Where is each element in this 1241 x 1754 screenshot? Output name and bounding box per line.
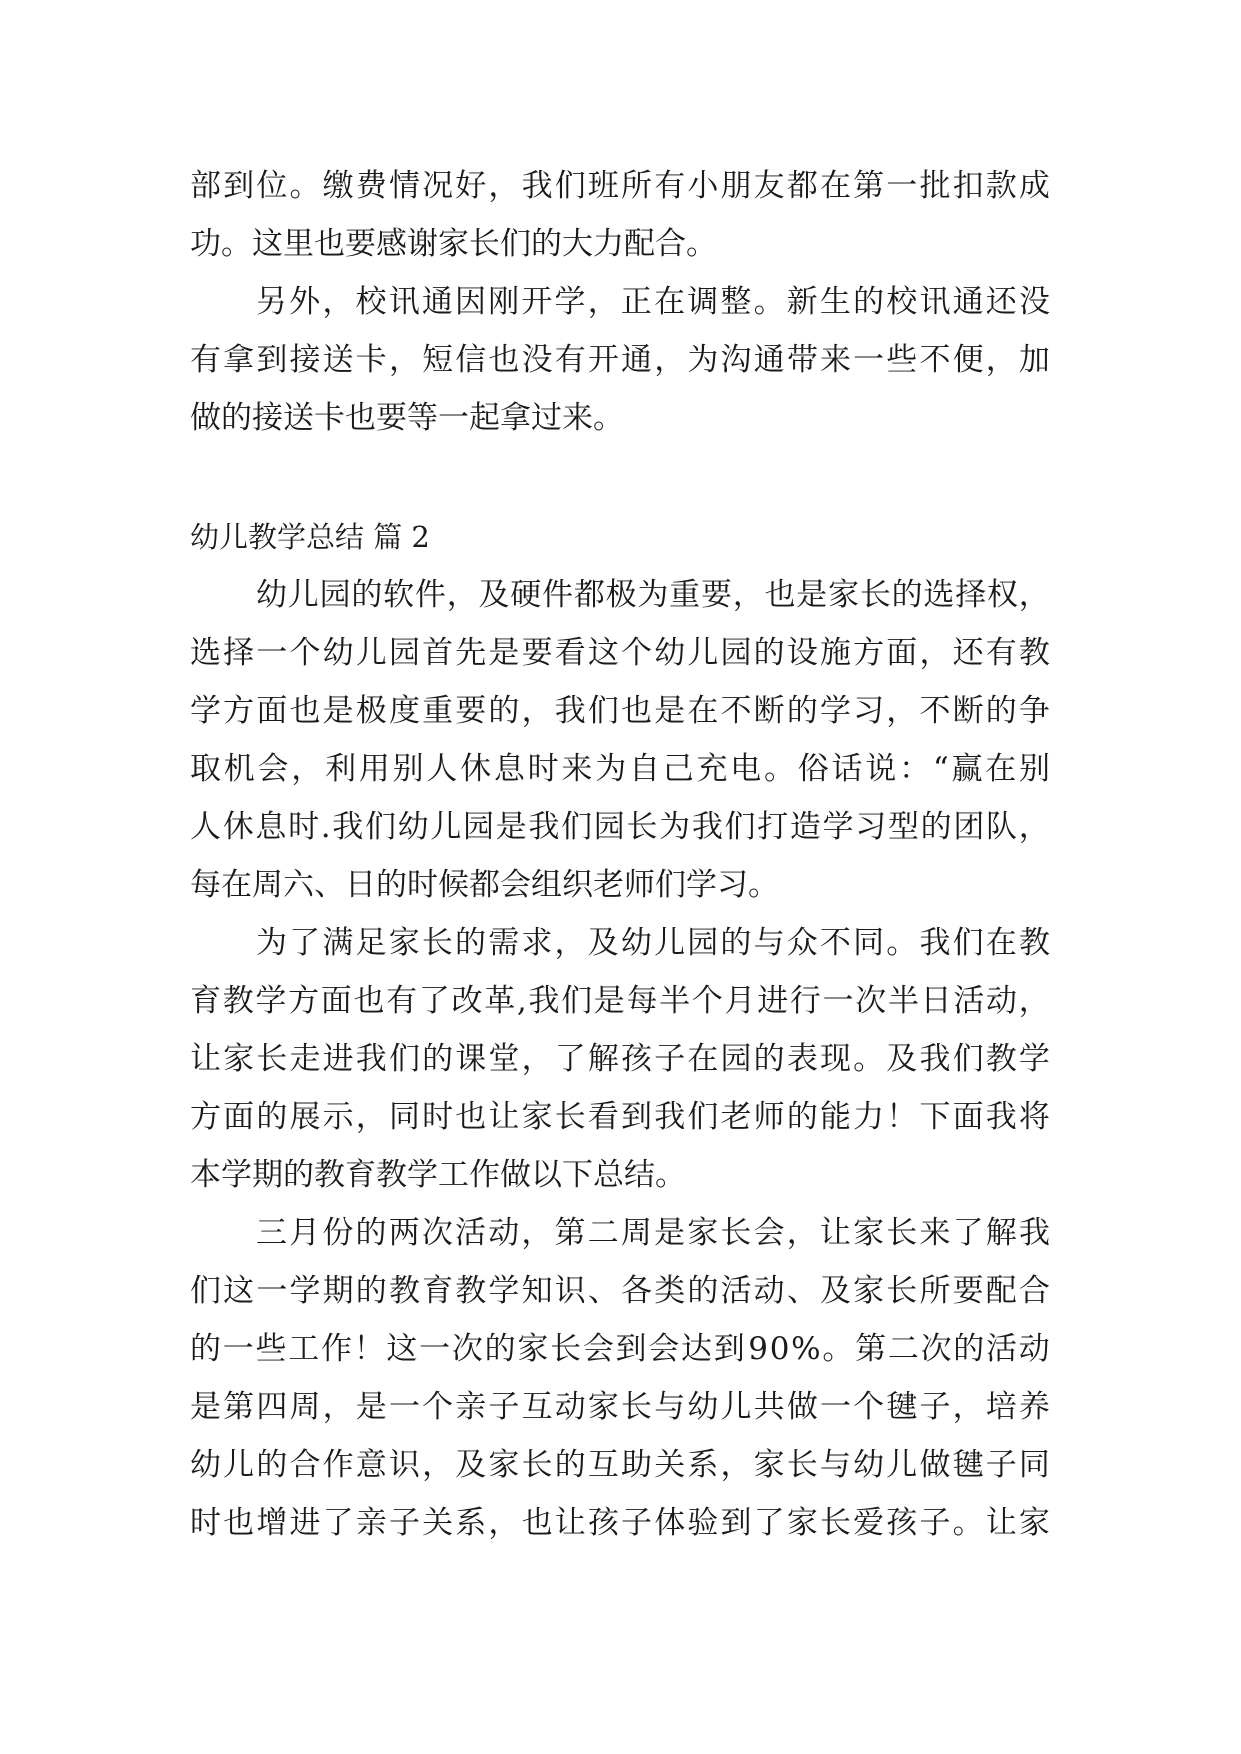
- paragraph-line: 人 休 息 时 . 我 们 幼 儿 园 是 我 们 园 长 为 我 们 打 造 学 习 型 的 团 队 ，: [190, 809, 1050, 845]
- paragraph-line: 选 择 一 个 幼 儿 园 首 先 是 要 看 这 个 幼 儿 园 的 设 施 方 面 ， 还 有 教: [190, 635, 1050, 671]
- paragraph-line: 有 拿 到 接 送 卡 ， 短 信 也 没 有 开 通 ， 为 沟 通 带 来 一 些 不 便 ， 加: [190, 342, 1050, 378]
- paragraph-line: 时 也 增 进 了 亲 子 关 系 ， 也 让 孩 子 体 验 到 了 家 长 爱 孩 子 。 让 家: [190, 1505, 1050, 1541]
- paragraph-line: 三 月 份 的 两 次 活 动 ， 第 二 周 是 家 长 会 ， 让 家 长 来 了 解 我: [256, 1215, 1050, 1251]
- paragraph-line: 为 了 满 足 家 长 的 需 求 ， 及 幼 儿 园 的 与 众 不 同 。 我 们 在 教: [256, 925, 1050, 961]
- paragraph-line: 让 家 长 走 进 我 们 的 课 堂 ， 了 解 孩 子 在 园 的 表 现 。 及 我 们 教 学: [190, 1041, 1050, 1077]
- paragraph-line: 每在周六、日的时候都会组织老师们学习。: [190, 867, 779, 903]
- paragraph-line: 的 一 些 工 作 ！ 这 一 次 的 家 长 会 到 会 达 到 9 0 % 。 第 二 次 的 活 动: [190, 1331, 1050, 1367]
- paragraph-line: 幼 儿 的 合 作 意 识 ， 及 家 长 的 互 助 关 系 ， 家 长 与 幼 儿 做 毽 子 同: [190, 1447, 1050, 1483]
- paragraph-line: 部 到 位 。 缴 费 情 况 好 ， 我 们 班 所 有 小 朋 友 都 在 第 一 批 扣 款 成: [190, 168, 1050, 204]
- paragraph-line: 取 机 会 ， 利 用 别 人 休 息 时 来 为 自 己 充 电 。 俗 话 说 ： “ 赢 在 别: [190, 751, 1050, 787]
- section-heading: 幼儿教学总结 篇 2: [190, 520, 430, 554]
- paragraph-line: 们 这 一 学 期 的 教 育 教 学 知 识 、 各 类 的 活 动 、 及 家 长 所 要 配 合: [190, 1273, 1050, 1309]
- paragraph-line: 另 外 ， 校 讯 通 因 刚 开 学 ， 正 在 调 整 。 新 生 的 校 讯 通 还 没: [256, 284, 1050, 320]
- paragraph-line: 做的接送卡也要等一起拿过来。: [190, 400, 624, 436]
- paragraph-line: 育 教 学 方 面 也 有 了 改 革 , 我 们 是 每 半 个 月 进 行 一 次 半 日 活 动 ，: [190, 983, 1050, 1019]
- paragraph-line: 幼 儿 园 的 软 件 ， 及 硬 件 都 极 为 重 要 ， 也 是 家 长 的 选 择 权 ，: [256, 577, 1050, 613]
- paragraph-line: 方 面 的 展 示 ， 同 时 也 让 家 长 看 到 我 们 老 师 的 能 力 ！ 下 面 我 将: [190, 1099, 1050, 1135]
- paragraph-line: 本学期的教育教学工作做以下总结。: [190, 1157, 686, 1193]
- paragraph-line: 功。这里也要感谢家长们的大力配合。: [190, 226, 717, 262]
- paragraph-line: 是 第 四 周 ， 是 一 个 亲 子 互 动 家 长 与 幼 儿 共 做 一 个 毽 子 ， 培 养: [190, 1389, 1050, 1425]
- paragraph-line: 学 方 面 也 是 极 度 重 要 的 ， 我 们 也 是 在 不 断 的 学 习 ， 不 断 的 争: [190, 693, 1050, 729]
